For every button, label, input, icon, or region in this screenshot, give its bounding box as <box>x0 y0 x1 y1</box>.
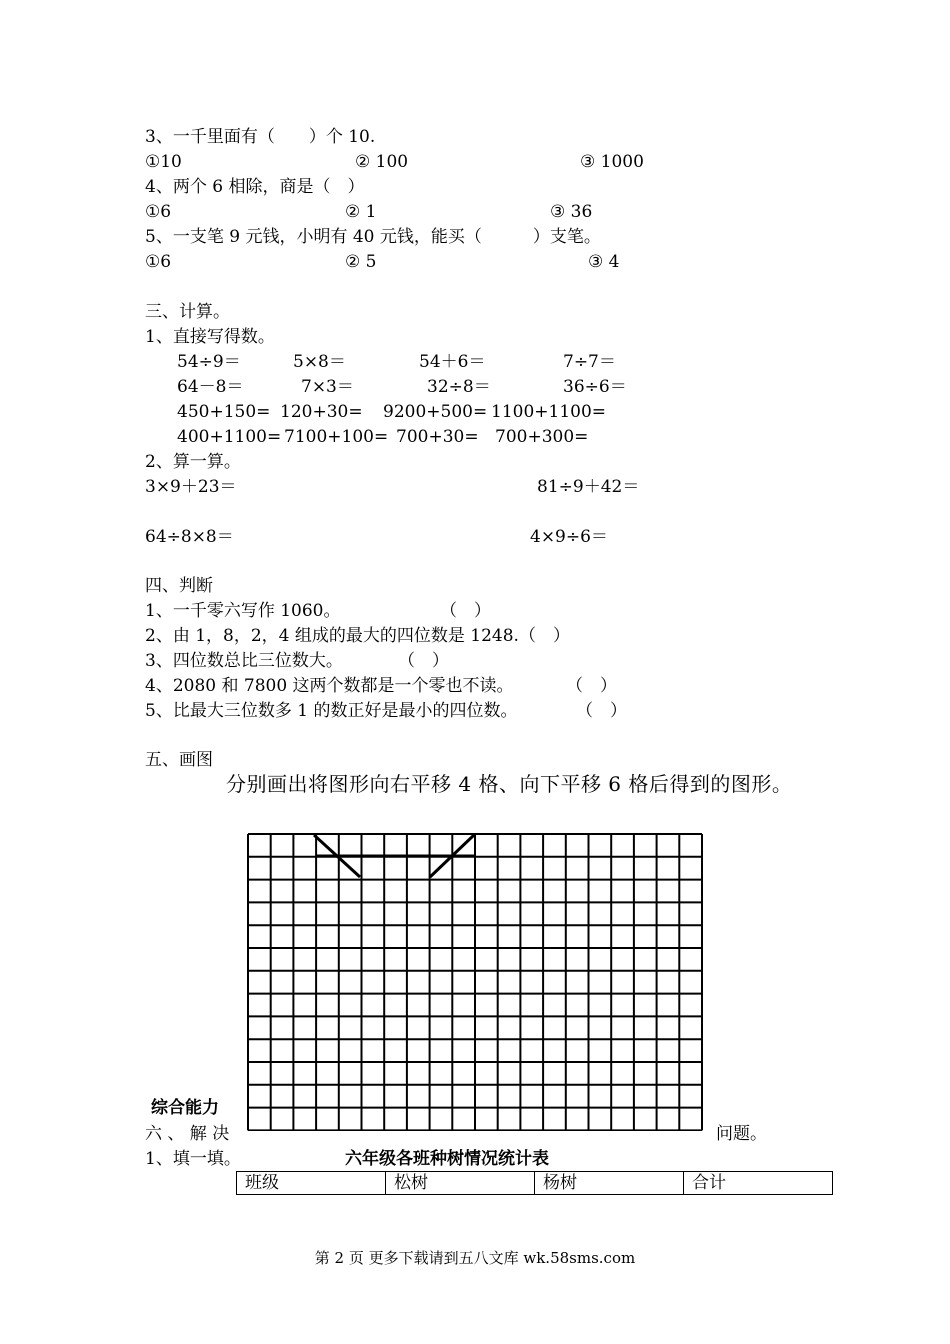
calc-sub-2: 2、算一算。 <box>145 452 241 472</box>
overlay-label: 综合能力 <box>151 1098 219 1118</box>
solve-sub-1: 1、填一填。 <box>145 1149 241 1169</box>
answer-paren: （ ） <box>398 651 449 671</box>
q5-option-3: ③ 4 <box>588 252 620 272</box>
table-header-cell: 班级 <box>237 1172 386 1195</box>
drawing-grid <box>247 833 703 1131</box>
table-header-row <box>237 1172 833 1195</box>
calc-item: 450+150= <box>177 402 271 422</box>
draw-instruction: 分别画出将图形向右平移 4 格、向下平移 6 格后得到的图形。 <box>226 772 793 796</box>
table-header-cell: 杨树 <box>535 1172 684 1195</box>
calc-expression: 64÷8×8＝ <box>145 527 234 547</box>
calc-item: 7100+100= <box>284 427 389 447</box>
question-3: 3、一千里面有（ ）个 10. <box>145 127 376 147</box>
judge-item: 2、由 1，8，2，4 组成的最大的四位数是 1248.（ ） <box>145 626 570 646</box>
calc-item: 1100+1100= <box>491 402 607 422</box>
calc-item: 5×8＝ <box>293 352 346 372</box>
section-solve-heading-right: 问题。 <box>716 1124 767 1144</box>
answer-paren: （ ） <box>566 676 617 696</box>
table-title: 六年级各班种树情况统计表 <box>345 1149 549 1169</box>
page-footer: 第 2 页 更多下载请到五八文库 wk.58sms.com <box>314 1249 636 1267</box>
table-header-cell: 合计 <box>684 1172 833 1195</box>
question-5: 5、一支笔 9 元钱，小明有 40 元钱，能买（ ）支笔。 <box>145 227 601 247</box>
q4-option-3: ③ 36 <box>550 202 593 222</box>
table-header-cell: 松树 <box>386 1172 535 1195</box>
section-solve-heading-left: 六 、 解 决 <box>145 1124 230 1144</box>
tree-planting-table <box>236 1171 833 1195</box>
judge-item: 3、四位数总比三位数大。 <box>145 651 343 671</box>
judge-item: 5、比最大三位数多 1 的数正好是最小的四位数。 <box>145 701 518 721</box>
judge-item: 4、2080 和 7800 这两个数都是一个零也不读。 <box>145 676 514 696</box>
calc-item: 64－8＝ <box>177 377 244 397</box>
question-4: 4、两个 6 相除，商是（ ） <box>145 177 365 197</box>
calc-expression: 81÷9＋42＝ <box>537 477 640 497</box>
calc-item: 700+30= <box>396 427 479 447</box>
calc-item: 32÷8＝ <box>427 377 491 397</box>
q3-option-1: ①10 <box>145 152 182 172</box>
section-judge-heading: 四、判断 <box>145 576 213 596</box>
calc-expression: 3×9＋23＝ <box>145 477 237 497</box>
calc-item: 120+30= <box>280 402 363 422</box>
answer-paren: （ ） <box>576 701 627 721</box>
calc-item: 400+1100= <box>177 427 282 447</box>
q4-option-1: ①6 <box>145 202 172 222</box>
q3-option-2: ② 100 <box>355 152 409 172</box>
calc-expression: 4×9÷6＝ <box>530 527 608 547</box>
calc-item: 54÷9＝ <box>177 352 241 372</box>
q4-option-2: ② 1 <box>345 202 377 222</box>
section-draw-heading: 五、画图 <box>145 750 213 770</box>
calc-item: 54＋6＝ <box>419 352 486 372</box>
q5-option-2: ② 5 <box>345 252 377 272</box>
calc-item: 7÷7＝ <box>563 352 616 372</box>
calc-item: 36÷6＝ <box>563 377 627 397</box>
q5-option-1: ①6 <box>145 252 172 272</box>
calc-item: 9200+500= <box>383 402 488 422</box>
calc-sub-1: 1、直接写得数。 <box>145 327 275 347</box>
judge-item: 1、一千零六写作 1060。 <box>145 601 341 621</box>
calc-item: 700+300= <box>495 427 589 447</box>
q3-option-3: ③ 1000 <box>580 152 644 172</box>
section-calc-heading: 三、计算。 <box>145 302 230 322</box>
calc-item: 7×3＝ <box>301 377 354 397</box>
answer-paren: （ ） <box>440 601 491 621</box>
